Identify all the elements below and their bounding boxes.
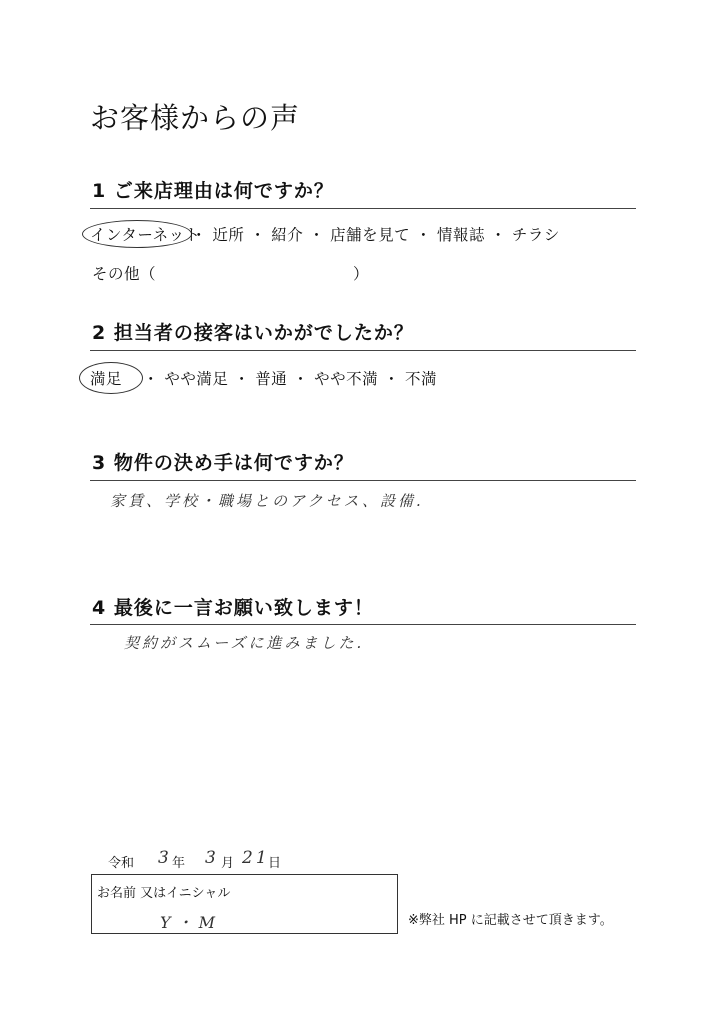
question-4-heading: 4 最後に一言お願い致します！ (92, 597, 374, 619)
q1-other-label: その他（ (92, 265, 157, 283)
question-3-rule (90, 480, 636, 481)
page-title: お客様からの声 (90, 101, 301, 135)
question-1-rule (90, 208, 636, 209)
date-year: 3 (158, 848, 172, 868)
date-era: 令和 (108, 856, 135, 871)
q2-option-satisfied: 満足 (90, 370, 123, 388)
name-box-label: お名前 又はイニシャル (97, 886, 231, 901)
date-day-label: 日 (268, 856, 282, 871)
q1-other-options: ・ 近所 ・ 紹介 ・ 店舗を見て ・ 情報誌 ・ チラシ (191, 226, 560, 244)
q1-other-close: ） (353, 265, 370, 283)
question-2-rule (90, 350, 636, 351)
name-box-value: Y・M (160, 913, 221, 932)
question-2-heading: 2 担当者の接客はいかがでしたか？ (92, 322, 414, 344)
date-day: 21 (242, 848, 270, 868)
q4-handwritten-answer: 契約がスムーズに進みました. (124, 634, 365, 652)
date-year-label: 年 (172, 856, 186, 871)
q1-option-internet: インターネット (90, 226, 201, 244)
q3-handwritten-answer: 家賃、学校・職場とのアクセス、設備. (110, 492, 424, 510)
question-3-heading: 3 物件の決め手は何ですか？ (92, 452, 354, 474)
publication-note: ※弊社 HP に記載させて頂きます。 (408, 913, 613, 928)
date-month-label: 月 (221, 856, 235, 871)
q2-other-options: ・ やや満足 ・ 普通 ・ やや不満 ・ 不満 (143, 370, 437, 388)
date-month: 3 (205, 848, 219, 868)
question-1-heading: 1 ご来店理由は何ですか？ (92, 180, 334, 202)
question-4-rule (90, 624, 636, 625)
